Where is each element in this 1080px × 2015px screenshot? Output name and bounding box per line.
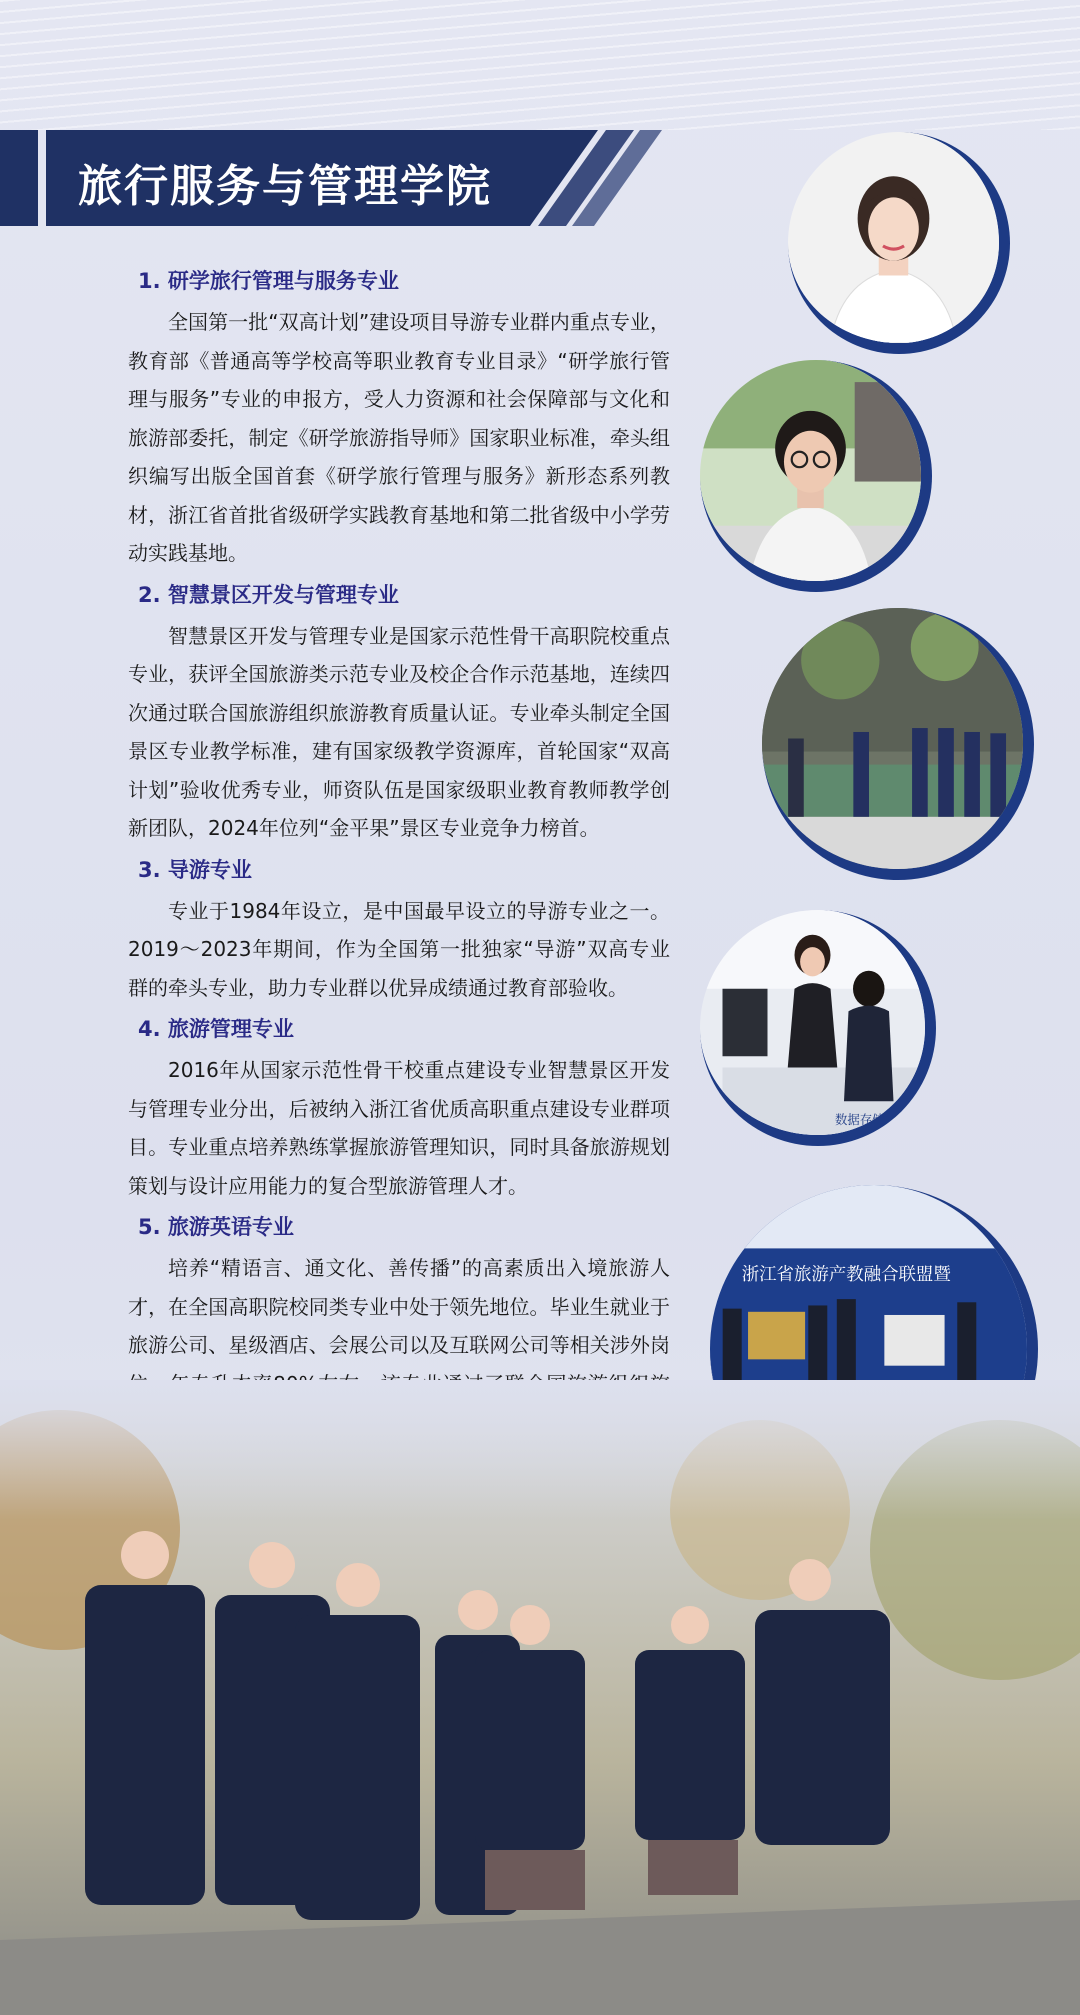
photo-students-group <box>0 1380 1080 2015</box>
section-text: 2016年从国家示范性骨干校重点建设专业智慧景区开发与管理专业分出，后被纳入浙江省优质高职重点建设专业群项目。专业重点培养熟练掌握旅游管理知识，同时具备旅游规划策划与设计应用能力的复合型旅游管理人才。 <box>128 1058 670 1198</box>
section-title: 3. 导游专业 <box>138 857 252 882</box>
decorative-stripes <box>0 0 1080 130</box>
ceremony-banner-text: 浙江省旅游产教融合联盟暨 <box>741 1265 951 1286</box>
section-title: 2. 智慧景区开发与管理专业 <box>138 582 399 607</box>
section-text: 全国第一批“双高计划”建设项目导游专业群内重点专业，教育部《普通高等学校高等职业教育专业目录》“研学旅行管理与服务”专业的申报方，受人力资源和社会保障部与文化和旅游部委托，制定《研学旅游指导师》国家职业标准，牵头组织编写出版全国首套《研学旅行管理与服务》新形态系列教材，浙江省首批省级研学实践教育基地和第二批省级中小学劳动实践基地。 <box>128 310 670 565</box>
section-research-travel <box>128 265 670 573</box>
section-text: 智慧景区开发与管理专业是国家示范性骨干高职院校重点专业，获评全国旅游类示范专业及校企合作示范基地，连续四次通过联合国旅游组织旅游教育质量认证。专业牵头制定全国景区专业教学标准，建有国家级教学资源库，首轮国家“双高计划”验收优秀专业，师资队伍是国家级职业教育教师教学创新团队，2024年位列“金平果”景区专业竞争力榜首。 <box>128 623 670 840</box>
section-text: 培养“精语言、通文化、善传播”的高素质出入境旅游人才，在全国高职院校同类专业中处于领先地位。毕业生就业于旅游公司、星级酒店、会展公司以及互联网公司等相关涉外岗 <box>128 1256 670 1357</box>
section-tour-guide <box>128 854 670 1008</box>
photo-computer-lab <box>700 910 936 1146</box>
section-smart-scenic <box>128 579 670 848</box>
page-title: 旅行服务与管理学院 <box>78 161 492 212</box>
section-tourism-management <box>128 1013 670 1205</box>
photo-teacher-portrait <box>788 132 1010 354</box>
section-title: 4. 旅游管理专业 <box>138 1017 294 1041</box>
photo-students-scenic <box>762 608 1034 880</box>
section-title: 5. 旅游英语专业 <box>138 1215 294 1239</box>
section-title: 1. 研学旅行管理与服务专业 <box>138 269 399 293</box>
section-text: 专业于1984年设立，是中国最早设立的导游专业之一。2019～2023年期间，作为全国第一批独家“导游”双高专业群的牵头专业，助力专业群以优异成绩通过教育部验收。 <box>128 898 670 1000</box>
content-column <box>128 265 670 1448</box>
lab-sign-text: 数据存储工作站 <box>835 1112 922 1127</box>
photo-teacher-outdoor <box>700 360 932 592</box>
